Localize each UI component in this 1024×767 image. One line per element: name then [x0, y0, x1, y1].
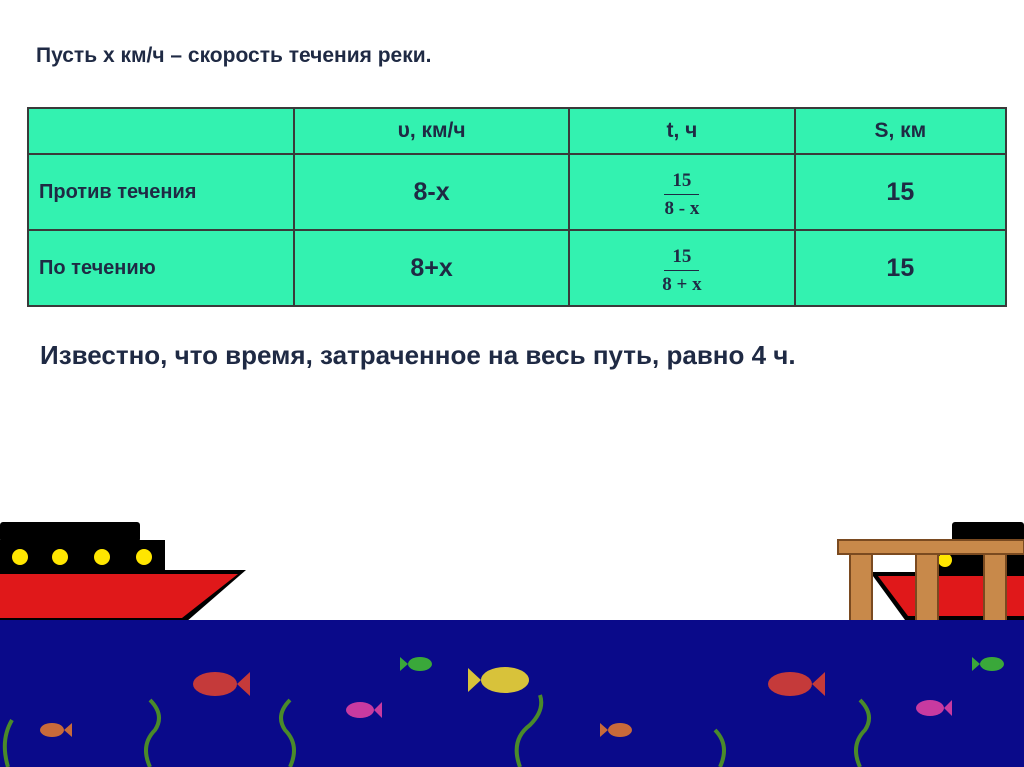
- header-distance: S, км: [795, 108, 1006, 154]
- header-time: t, ч: [569, 108, 794, 154]
- row-label-upstream: Против течения: [28, 154, 294, 230]
- problem-intro: Пусть х км/ч – скорость течения реки.: [36, 44, 432, 67]
- speed-upstream: 8-х: [294, 154, 569, 230]
- fraction-numerator: 15: [664, 170, 699, 195]
- fraction-denominator: 8 + x: [662, 274, 702, 295]
- pier-illustration: [838, 540, 1024, 634]
- left-ship-illustration: [0, 522, 246, 622]
- condition-statement: Известно, что время, затраченное на весь путь, равно 4 ч.: [40, 340, 796, 370]
- row-label-downstream: По течению: [28, 230, 294, 306]
- fraction-numerator: 15: [664, 246, 699, 271]
- fraction-denominator: 8 - x: [664, 198, 700, 219]
- distance-upstream: 15: [795, 154, 1006, 230]
- header-speed: υ, км/ч: [294, 108, 569, 154]
- speed-downstream: 8+х: [294, 230, 569, 306]
- river-water: [0, 620, 1024, 767]
- distance-downstream: 15: [795, 230, 1006, 306]
